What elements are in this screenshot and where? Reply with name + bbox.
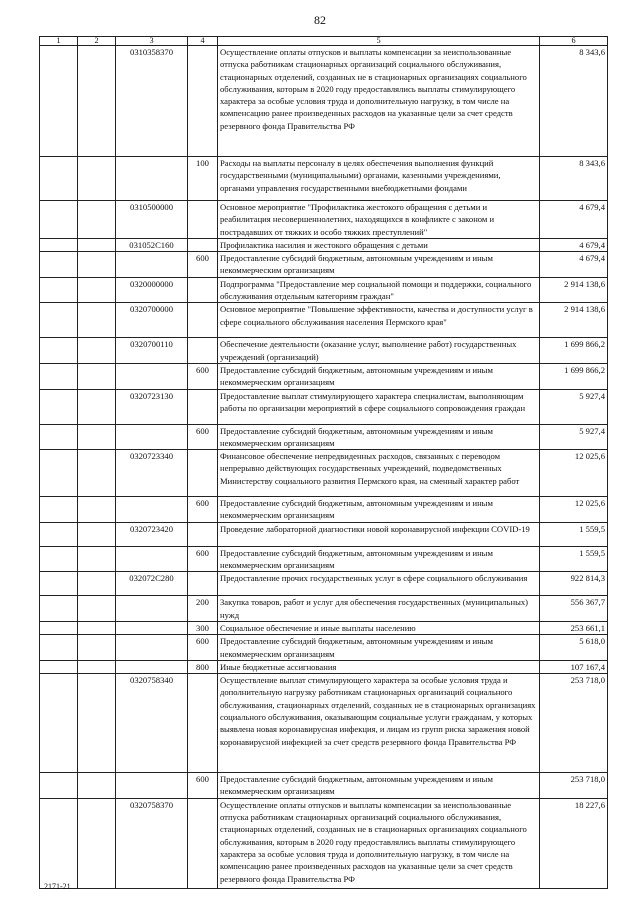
target-code-cell	[116, 596, 188, 622]
amount-cell: 4 679,4	[540, 201, 608, 239]
amount-cell: 5 618,0	[540, 635, 608, 661]
amount-cell: 4 679,4	[540, 252, 608, 278]
table-row	[40, 338, 608, 364]
amount-cell: 253 661,1	[540, 621, 608, 634]
expense-type-cell: 600	[188, 635, 218, 661]
empty-cell-col2	[78, 277, 116, 303]
target-code-cell: 0310500000	[116, 201, 188, 239]
empty-cell-col2	[78, 546, 116, 572]
description-cell: Подпрограмма "Предоставление мер социальной помощи и поддержки, социального обслуживания отдельным категориям граждан"	[218, 277, 540, 303]
target-code-cell: 0320700000	[116, 303, 188, 338]
table-row	[40, 238, 608, 251]
table-row	[40, 157, 608, 201]
table-row	[40, 596, 608, 622]
amount-cell: 5 927,4	[540, 424, 608, 450]
expense-type-cell	[188, 522, 218, 546]
amount-cell: 253 718,0	[540, 674, 608, 773]
expense-type-cell: 200	[188, 596, 218, 622]
footer-code: 2171-21	[44, 882, 71, 891]
expense-type-cell: 600	[188, 252, 218, 278]
description-cell: Предоставление прочих государственных услуг в сфере социального обслуживания	[218, 572, 540, 596]
expense-type-cell: 300	[188, 621, 218, 634]
expense-type-cell	[188, 46, 218, 157]
col-header-4: 4	[188, 37, 218, 46]
empty-cell-col2	[78, 238, 116, 251]
target-code-cell: 0310358370	[116, 46, 188, 157]
empty-cell-col1	[40, 201, 78, 239]
description-cell: Осуществление оплаты отпусков и выплаты компенсации за неиспользованные отпуска работникам стационарных организаций социального обслуживания, стационарных отделений, созданных не в стационарных организациях социального обслуживания, которым в 2020 году предоставлялись выплаты стимулирующего характера за особые условия труда и дополнительную нагрузку, в том числе на компенсацию ранее произведенных расходов на указанные цели за счет средств резервного фонда Правительства РФ	[218, 798, 540, 888]
empty-cell-col2	[78, 450, 116, 497]
empty-cell-col2	[78, 252, 116, 278]
empty-cell-col2	[78, 157, 116, 201]
empty-cell-col2	[78, 497, 116, 523]
amount-cell: 2 914 138,6	[540, 303, 608, 338]
description-cell: Профилактика насилия и жестокого обращения с детьми	[218, 238, 540, 251]
empty-cell-col1	[40, 773, 78, 799]
amount-cell: 556 367,7	[540, 596, 608, 622]
empty-cell-col2	[78, 46, 116, 157]
table-row	[40, 389, 608, 424]
empty-cell-col1	[40, 798, 78, 888]
description-cell: Расходы на выплаты персоналу в целях обеспечения выполнения функций государственными (муниципальными) органами, казенными учреждениями, органами управления государственными внебюджетными фондами	[218, 157, 540, 201]
description-cell: Закупка товаров, работ и услуг для обеспечения государственных (муниципальных) нужд	[218, 596, 540, 622]
expense-type-cell: 600	[188, 363, 218, 389]
description-cell: Обеспечение деятельности (оказание услуг, выполнение работ) государственных учреждений (организаций)	[218, 338, 540, 364]
table-row	[40, 635, 608, 661]
empty-cell-col1	[40, 303, 78, 338]
empty-cell-col2	[78, 621, 116, 634]
description-cell: Предоставление субсидий бюджетным, автономным учреждениям и иным некоммерческим организациям	[218, 773, 540, 799]
table-row	[40, 277, 608, 303]
target-code-cell: 0320723420	[116, 522, 188, 546]
empty-cell-col2	[78, 338, 116, 364]
description-cell: Предоставление субсидий бюджетным, автономным учреждениям и иным некоммерческим организациям	[218, 424, 540, 450]
page-number: 82	[314, 13, 326, 27]
empty-cell-col2	[78, 424, 116, 450]
target-code-cell: 0320700110	[116, 338, 188, 364]
target-code-cell: 0320758340	[116, 674, 188, 773]
expense-type-cell: 100	[188, 157, 218, 201]
expense-type-cell: 800	[188, 660, 218, 673]
amount-cell: 107 167,4	[540, 660, 608, 673]
description-cell: Предоставление выплат стимулирующего характера специалистам, выполняющим работы по организации мероприятий в сфере социального сопровождения граждан	[218, 389, 540, 424]
amount-cell: 4 679,4	[540, 238, 608, 251]
amount-cell: 12 025,6	[540, 497, 608, 523]
table-row	[40, 497, 608, 523]
table-row	[40, 46, 608, 157]
description-cell: Осуществление выплат стимулирующего характера за особые условия труда и дополнительную нагрузку работникам стационарных организаций социального обслуживания, стационарных отделений, созданных не в стационарных организациях социального обслуживания, оказывающим социальные услуги гражданам, у которых выявлена новая коронавирусная инфекция, и лицам из групп риска заражения новой коронавирусной инфекцией за счет средств резервного фонда Правительства РФ	[218, 674, 540, 773]
expense-type-cell	[188, 572, 218, 596]
description-cell: Финансовое обеспечение непредвиденных расходов, связанных с переводом непрерывно действующих государственных учреждений, подведомственных Министерству социального развития Пермского края, на сменный характер работ	[218, 450, 540, 497]
col-header-3: 3	[116, 37, 188, 46]
target-code-cell: 0320723130	[116, 389, 188, 424]
description-cell: Предоставление субсидий бюджетным, автономным учреждениям и иным некоммерческим организациям	[218, 497, 540, 523]
empty-cell-col1	[40, 238, 78, 251]
budget-table	[39, 36, 608, 889]
empty-cell-col1	[40, 157, 78, 201]
description-cell: Предоставление субсидий бюджетным, автономным учреждениям и иным некоммерческим организациям	[218, 546, 540, 572]
empty-cell-col2	[78, 389, 116, 424]
empty-cell-col1	[40, 450, 78, 497]
empty-cell-col1	[40, 46, 78, 157]
amount-cell: 1 699 866,2	[540, 338, 608, 364]
col-header-1: 1	[40, 37, 78, 46]
empty-cell-col1	[40, 621, 78, 634]
amount-cell: 2 914 138,6	[540, 277, 608, 303]
amount-cell: 18 227,6	[540, 798, 608, 888]
expense-type-cell	[188, 389, 218, 424]
target-code-cell	[116, 621, 188, 634]
empty-cell-col2	[78, 773, 116, 799]
description-cell: Предоставление субсидий бюджетным, автономным учреждениям и иным некоммерческим организациям	[218, 252, 540, 278]
target-code-cell	[116, 635, 188, 661]
target-code-cell	[116, 252, 188, 278]
amount-cell: 12 025,6	[540, 450, 608, 497]
amount-cell: 253 718,0	[540, 773, 608, 799]
empty-cell-col1	[40, 277, 78, 303]
table-header-row	[40, 37, 608, 46]
empty-cell-col2	[78, 674, 116, 773]
empty-cell-col1	[40, 363, 78, 389]
target-code-cell	[116, 157, 188, 201]
empty-cell-col1	[40, 424, 78, 450]
empty-cell-col2	[78, 201, 116, 239]
target-code-cell	[116, 546, 188, 572]
empty-cell-col2	[78, 596, 116, 622]
target-code-cell	[116, 660, 188, 673]
expense-type-cell: 600	[188, 497, 218, 523]
empty-cell-col1	[40, 572, 78, 596]
table-row	[40, 674, 608, 773]
empty-cell-col2	[78, 572, 116, 596]
empty-cell-col1	[40, 660, 78, 673]
empty-cell-col1	[40, 389, 78, 424]
table-row	[40, 660, 608, 673]
target-code-cell	[116, 497, 188, 523]
amount-cell: 1 699 866,2	[540, 363, 608, 389]
col-header-2: 2	[78, 37, 116, 46]
expense-type-cell	[188, 277, 218, 303]
target-code-cell: 0320758370	[116, 798, 188, 888]
target-code-cell: 032072С280	[116, 572, 188, 596]
col-header-6: 6	[540, 37, 608, 46]
target-code-cell	[116, 773, 188, 799]
expense-type-cell	[188, 338, 218, 364]
table-row	[40, 303, 608, 338]
table-row	[40, 621, 608, 634]
table-body	[40, 46, 608, 889]
col-header-5: 5	[218, 37, 540, 46]
table-row	[40, 363, 608, 389]
expense-type-cell: 600	[188, 773, 218, 799]
target-code-cell: 031052С160	[116, 238, 188, 251]
empty-cell-col1	[40, 546, 78, 572]
target-code-cell	[116, 424, 188, 450]
expense-type-cell	[188, 450, 218, 497]
empty-cell-col1	[40, 338, 78, 364]
table-row	[40, 522, 608, 546]
expense-type-cell	[188, 238, 218, 251]
target-code-cell	[116, 363, 188, 389]
table-row	[40, 201, 608, 239]
amount-cell: 8 343,6	[540, 46, 608, 157]
empty-cell-col1	[40, 497, 78, 523]
table-row	[40, 798, 608, 888]
table-row	[40, 252, 608, 278]
amount-cell: 1 559,5	[540, 546, 608, 572]
description-cell: Иные бюджетные ассигнования	[218, 660, 540, 673]
description-cell: Социальное обеспечение и иные выплаты населению	[218, 621, 540, 634]
empty-cell-col1	[40, 596, 78, 622]
empty-cell-col2	[78, 798, 116, 888]
target-code-cell: 0320000000	[116, 277, 188, 303]
amount-cell: 5 927,4	[540, 389, 608, 424]
description-cell: Проведение лабораторной диагностики новой коронавирусной инфекции COVID-19	[218, 522, 540, 546]
description-cell: Предоставление субсидий бюджетным, автономным учреждениям и иным некоммерческим организациям	[218, 363, 540, 389]
expense-type-cell	[188, 303, 218, 338]
expense-type-cell	[188, 674, 218, 773]
expense-type-cell	[188, 798, 218, 888]
table-row	[40, 546, 608, 572]
empty-cell-col2	[78, 660, 116, 673]
table-row	[40, 450, 608, 497]
description-cell: Основное мероприятие "Повышение эффективности, качества и доступности услуг в сфере социального обслуживания населения Пермского края"	[218, 303, 540, 338]
table-row	[40, 424, 608, 450]
empty-cell-col2	[78, 303, 116, 338]
empty-cell-col1	[40, 635, 78, 661]
expense-type-cell: 600	[188, 424, 218, 450]
description-cell: Осуществление оплаты отпусков и выплаты компенсации за неиспользованные отпуска работникам стационарных организаций социального обслуживания, стационарных отделений, созданных не в стационарных организациях социального обслуживания, которым в 2020 году предоставлялись выплаты стимулирующего характера за особые условия труда и дополнительную нагрузку, в том числе на компенсацию ранее произведенных расходов на указанные цели за счет средств резервного фонда Правительства РФ	[218, 46, 540, 157]
description-cell: Предоставление субсидий бюджетным, автономным учреждениям и иным некоммерческим организациям	[218, 635, 540, 661]
amount-cell: 1 559,5	[540, 522, 608, 546]
description-cell: Основное мероприятие "Профилактика жестокого обращения с детьми и реабилитация несовершеннолетних, находящихся в конфликте с законом и пострадавших от тяжких и особо тяжких преступлений"	[218, 201, 540, 239]
table-row	[40, 572, 608, 596]
expense-type-cell: 600	[188, 546, 218, 572]
empty-cell-col2	[78, 522, 116, 546]
amount-cell: 922 814,3	[540, 572, 608, 596]
empty-cell-col1	[40, 252, 78, 278]
empty-cell-col1	[40, 674, 78, 773]
empty-cell-col2	[78, 363, 116, 389]
expense-type-cell	[188, 201, 218, 239]
amount-cell: 8 343,6	[540, 157, 608, 201]
empty-cell-col1	[40, 522, 78, 546]
empty-cell-col2	[78, 635, 116, 661]
target-code-cell: 0320723340	[116, 450, 188, 497]
table-row	[40, 773, 608, 799]
